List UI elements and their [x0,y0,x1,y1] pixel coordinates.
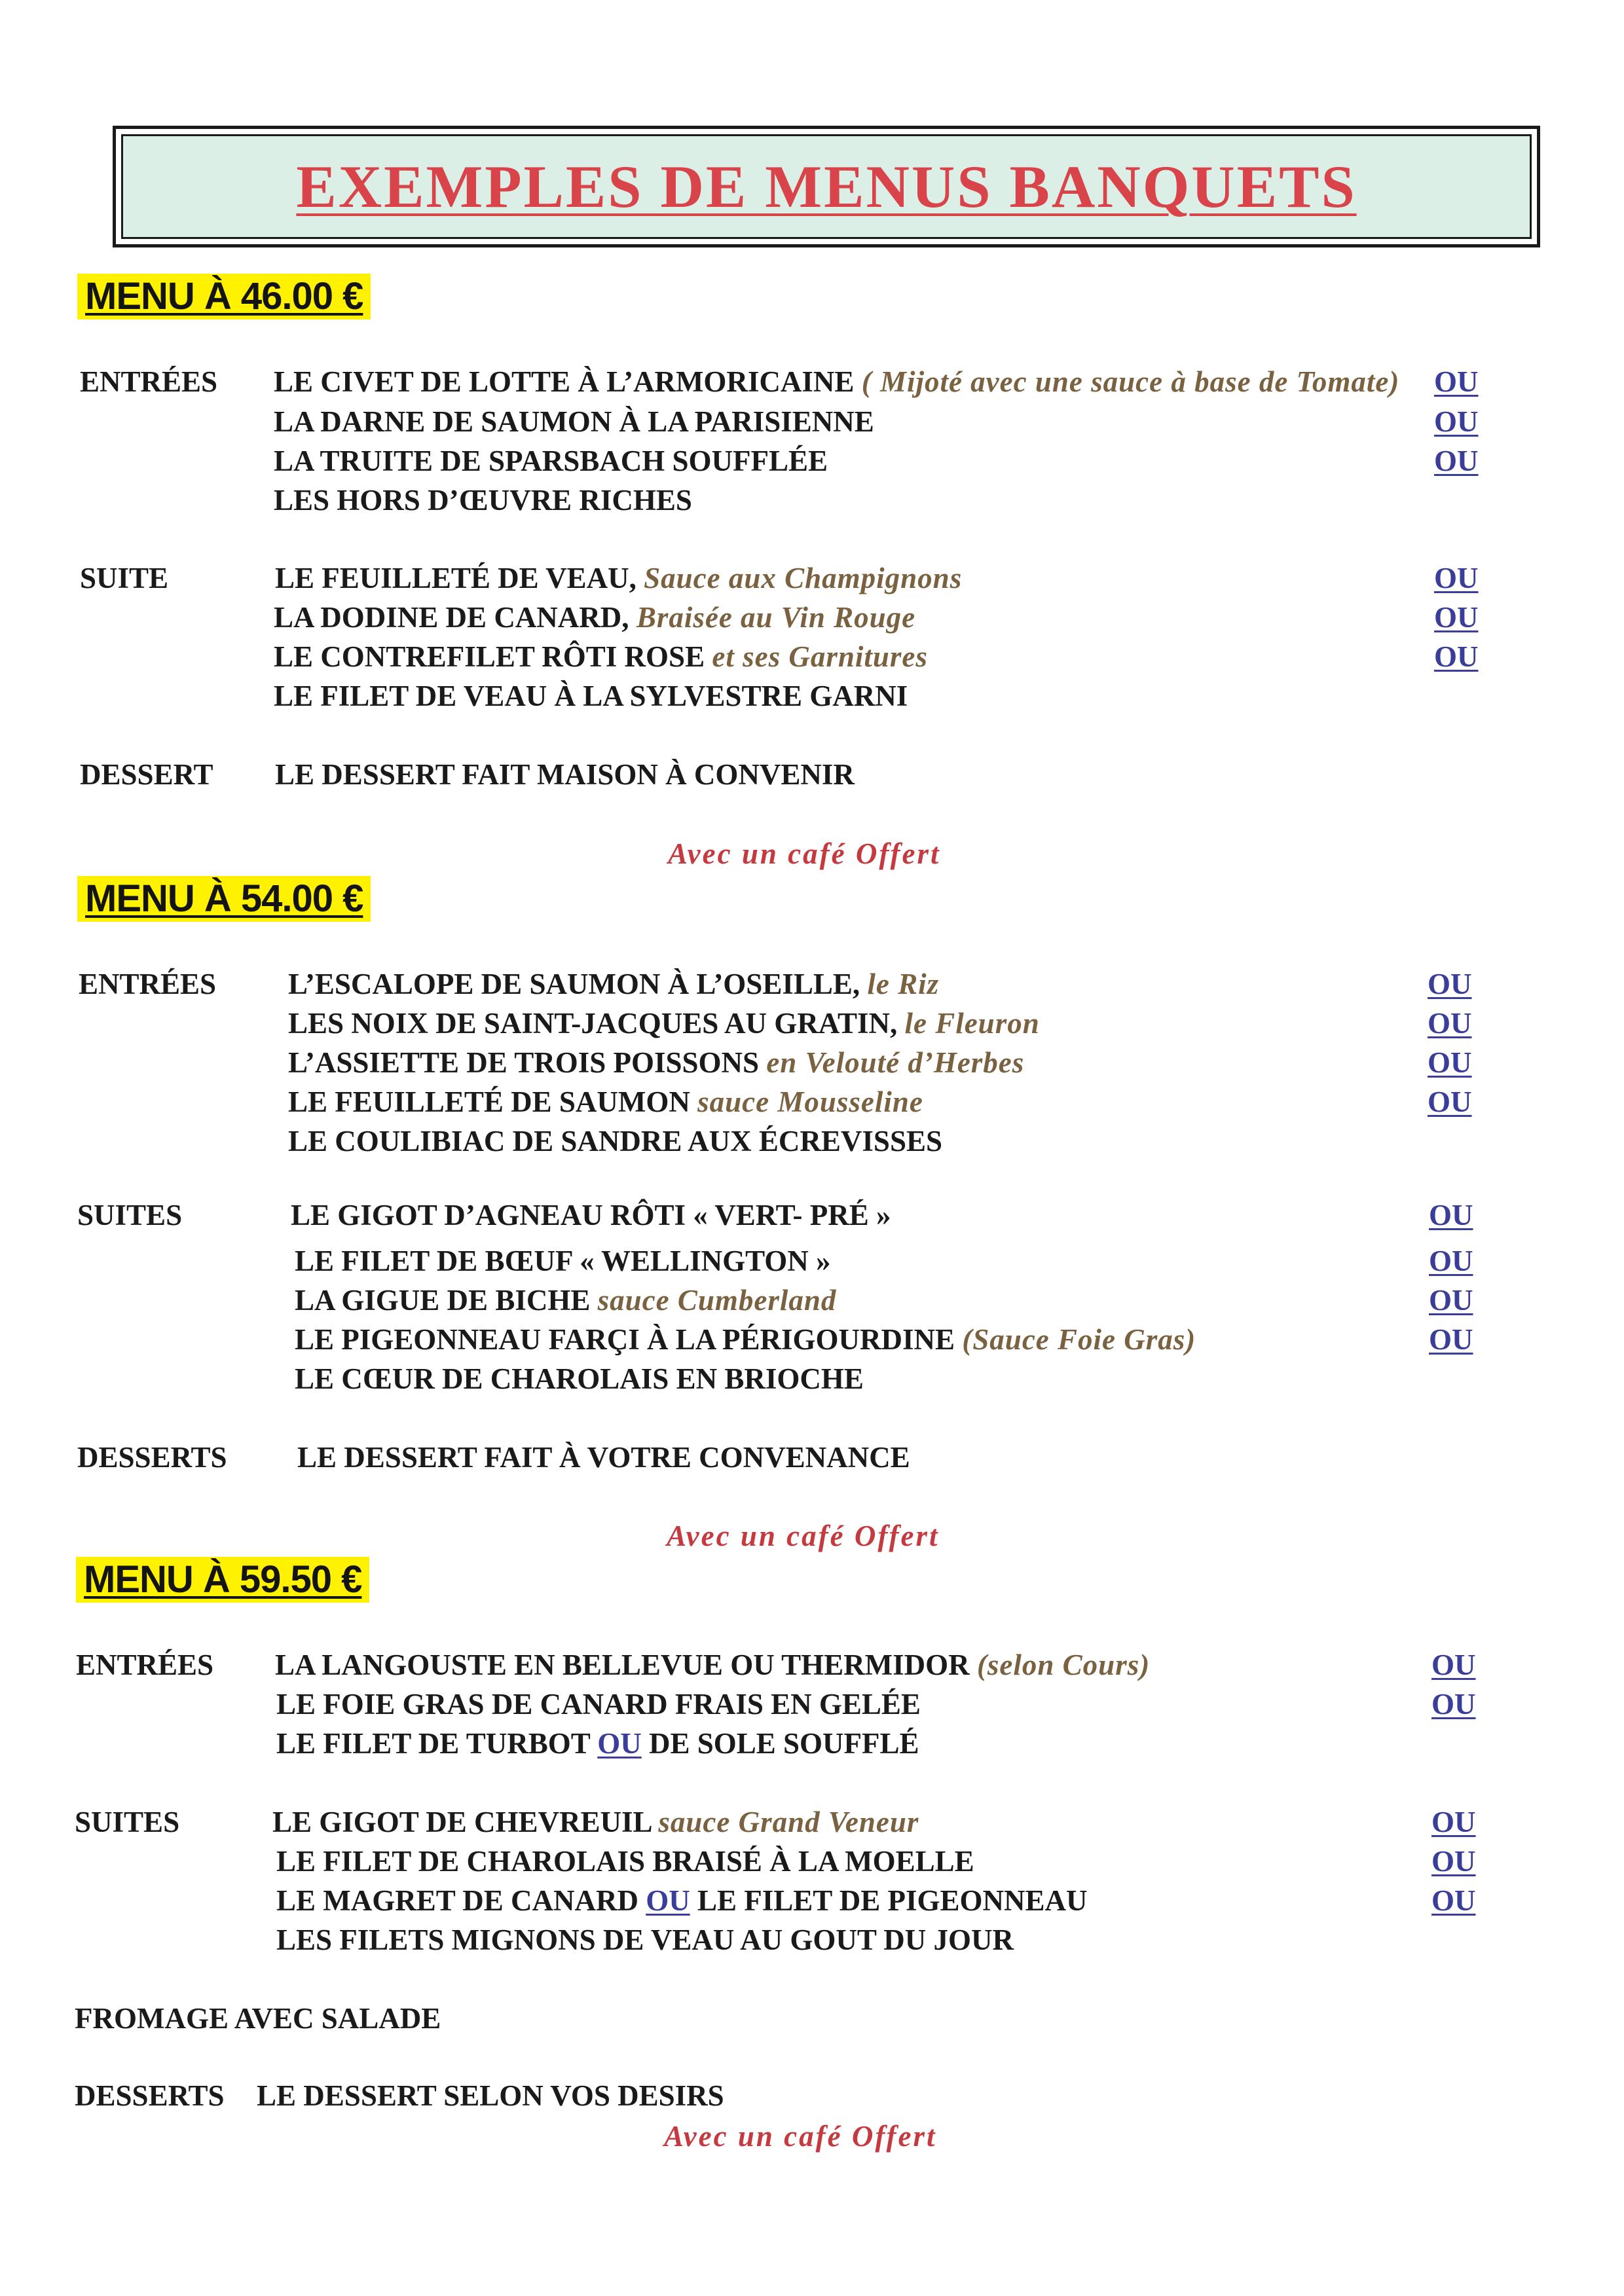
dish-line: LE PIGEONNEAU FARÇI À LA PÉRIGOURDINE (Sauce Foie Gras) [295,1323,1196,1356]
section-label-suites: SUITES [75,1806,180,1838]
section-label-dessert: DESSERT [80,758,213,791]
dish-line: L’ESCALOPE DE SAUMON À L’OSEILLE, le Riz [288,968,940,1000]
dish-line: LES NOIX DE SAINT-JACQUES AU GRATIN, le Fleuron [288,1007,1040,1040]
ou-inline: OU [597,1727,642,1760]
dish-line: LE FILET DE VEAU À LA SYLVESTRE GARNI [274,680,908,712]
ou-link: OU [1429,1199,1473,1231]
section-label-desserts: DESSERTS [75,2079,225,2112]
dish-line: LA GIGUE DE BICHE sauce Cumberland [295,1284,837,1317]
page-title: EXEMPLES DE MENUS BANQUETS [296,153,1357,220]
ou-link: OU [1429,1323,1473,1356]
dish-line: LA TRUITE DE SPARSBACH SOUFFLÉE [274,445,828,477]
ou-link: OU [1428,1046,1472,1079]
section-label-entrees: ENTRÉES [80,365,218,398]
title-frame [113,126,1540,247]
dish-line: LE MAGRET DE CANARD OU LE FILET DE PIGEONNEAU [276,1884,1088,1917]
dish-line: LE DESSERT SELON VOS DESIRS [257,2079,724,2112]
cafe-offert-note: Avec un café Offert [668,837,941,870]
ou-link: OU [1429,1245,1473,1277]
dish-line: LE CŒUR DE CHAROLAIS EN BRIOCHE [295,1362,864,1395]
dish-line: LE GIGOT DE CHEVREUIL sauce Grand Veneur [272,1806,919,1838]
ou-inline: OU [646,1884,690,1917]
dish-line: LE FILET DE BŒUF « WELLINGTON » [295,1245,831,1277]
ou-link: OU [1434,562,1479,594]
ou-link: OU [1431,1688,1476,1721]
dish-line: LE GIGOT D’AGNEAU RÔTI « VERT- PRÉ » [291,1199,891,1231]
ou-link: OU [1428,1007,1472,1040]
menu-price-54: MENU À 54.00 € [77,876,371,922]
dish-line: LES HORS D’ŒUVRE RICHES [274,484,692,517]
dish-line: LE FOIE GRAS DE CANARD FRAIS EN GELÉE [276,1688,921,1721]
dish-line: LA LANGOUSTE EN BELLEVUE OU THERMIDOR (selon Cours) [275,1649,1151,1681]
dish-line: LE FEUILLETÉ DE VEAU, Sauce aux Champignons [275,562,963,594]
dish-line: LE DESSERT FAIT À VOTRE CONVENANCE [297,1441,910,1474]
section-label-entrees: ENTRÉES [76,1649,214,1681]
dish-line: LES FILETS MIGNONS DE VEAU AU GOUT DU JOUR [276,1923,1014,1956]
dish-line: LE CONTREFILET RÔTI ROSE et ses Garnitures [274,640,928,673]
dish-line: LE COULIBIAC DE SANDRE AUX ÉCREVISSES [288,1125,943,1157]
fromage-line: FROMAGE AVEC SALADE [75,2002,441,2035]
ou-link: OU [1428,968,1472,1000]
menu-price-59: MENU À 59.50 € [76,1557,369,1603]
ou-link: OU [1431,1806,1476,1838]
dish-line: LE DESSERT FAIT MAISON À CONVENIR [275,758,855,791]
dish-line: LE FILET DE TURBOT OU DE SOLE SOUFFLÉ [276,1727,919,1760]
title-box [121,134,1532,239]
ou-link: OU [1434,640,1479,673]
cafe-offert-note: Avec un café Offert [664,2120,937,2153]
dish-line: LE CIVET DE LOTTE À L’ARMORICAINE ( Mijoté avec une sauce à base de Tomate) [274,365,1400,398]
ou-link: OU [1428,1085,1472,1118]
section-label-desserts: DESSERTS [77,1441,227,1474]
dish-line: LE FEUILLETÉ DE SAUMON sauce Mousseline [288,1085,923,1118]
ou-link: OU [1431,1649,1476,1681]
cafe-offert-note: Avec un café Offert [667,1520,940,1552]
section-label-entrees: ENTRÉES [79,968,217,1000]
ou-link: OU [1429,1284,1473,1317]
dish-line: L’ASSIETTE DE TROIS POISSONS en Velouté d’Herbes [288,1046,1025,1079]
ou-link: OU [1431,1845,1476,1878]
ou-link: OU [1434,405,1479,438]
dish-line: LE FILET DE CHAROLAIS BRAISÉ À LA MOELLE [276,1845,974,1878]
ou-link: OU [1431,1884,1476,1917]
section-label-suites: SUITES [77,1199,183,1231]
menu-price-46: MENU À 46.00 € [77,274,371,319]
section-label-suite: SUITE [80,562,169,594]
ou-link: OU [1434,445,1479,477]
ou-link: OU [1434,601,1479,634]
dish-line: LA DARNE DE SAUMON À LA PARISIENNE [274,405,874,438]
dish-line: LA DODINE DE CANARD, Braisée au Vin Rouge [274,601,916,634]
ou-link: OU [1434,365,1479,398]
